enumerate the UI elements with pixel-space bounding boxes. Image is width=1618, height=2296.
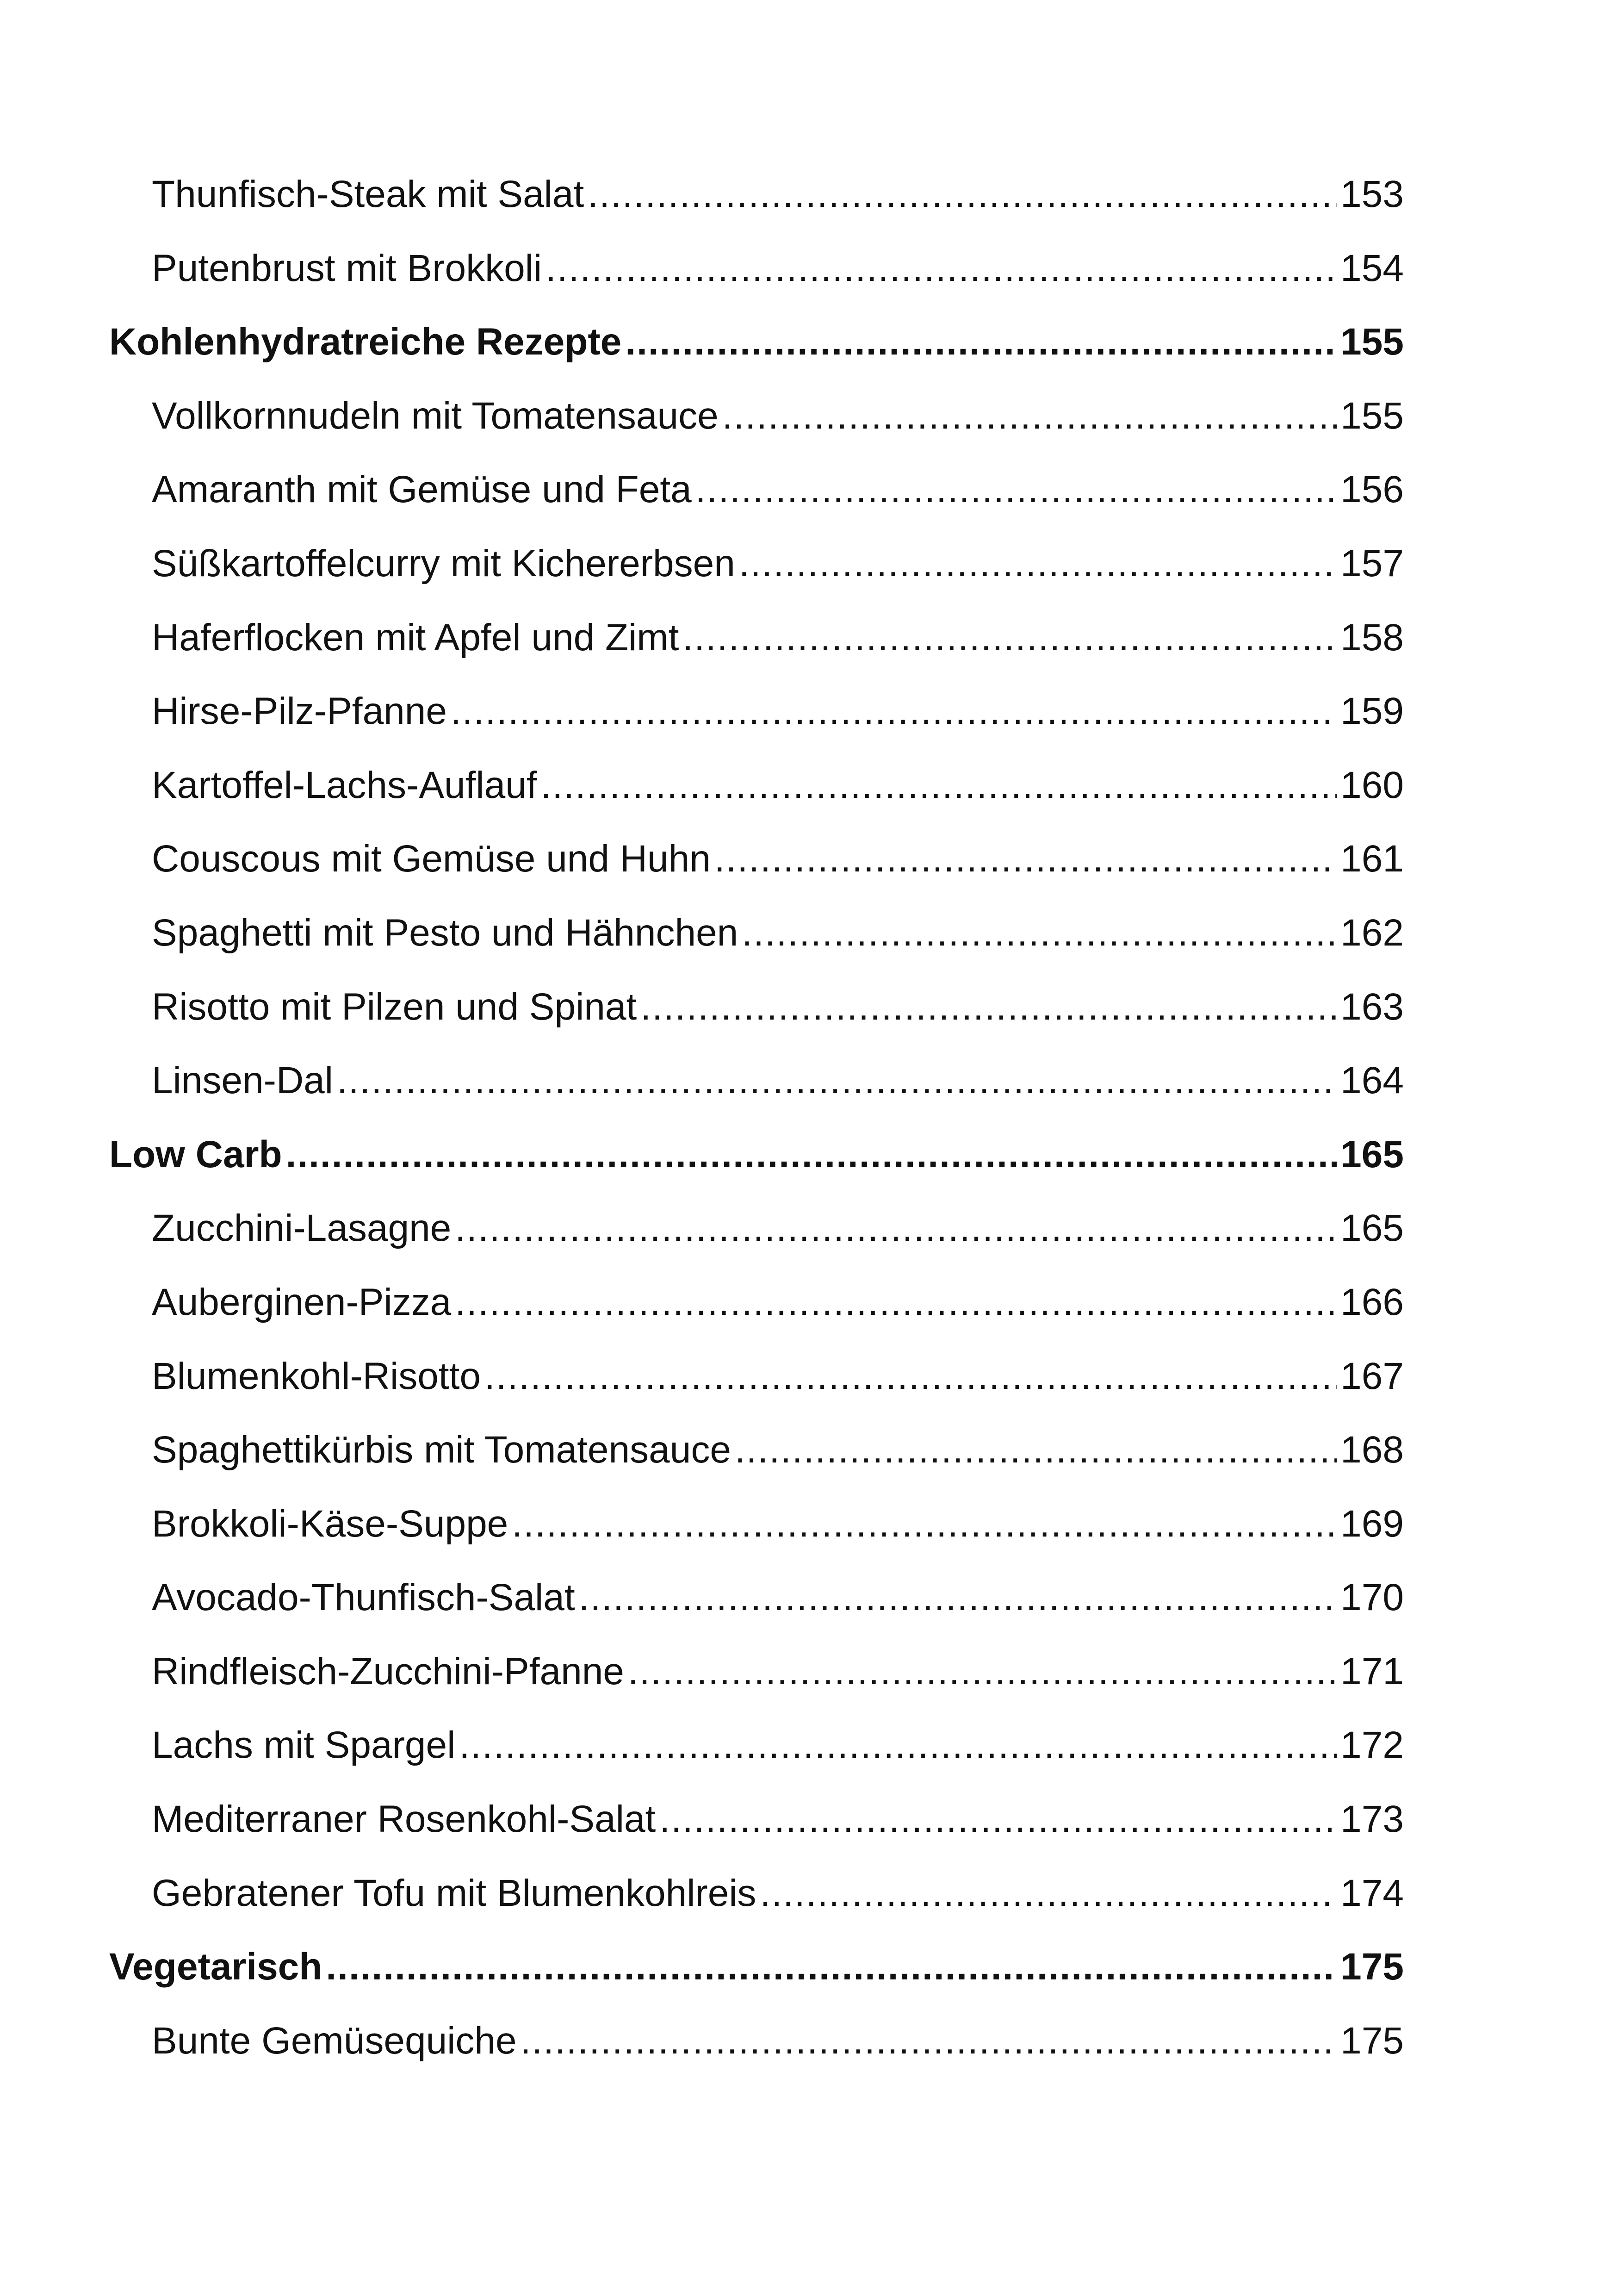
dot-leader bbox=[521, 2004, 1337, 2078]
toc-entry-page-number: 164 bbox=[1340, 1059, 1404, 1102]
toc-entry[interactable] bbox=[109, 157, 1404, 231]
toc-entry-title: Avocado-Thunfisch-Salat bbox=[152, 1576, 575, 1619]
dot-leader bbox=[739, 527, 1337, 601]
toc-entry-title: Rindfleisch-Zucchini-Pfanne bbox=[152, 1650, 624, 1692]
dot-leader bbox=[326, 1930, 1337, 2004]
toc-entry-page-number: 168 bbox=[1340, 1429, 1404, 1471]
table-of-contents bbox=[109, 157, 1404, 2078]
toc-entry-title: Bunte Gemüsequiche bbox=[152, 2019, 517, 2062]
dot-leader bbox=[722, 379, 1337, 453]
toc-entry-title: Spaghetti mit Pesto und Hähnchen bbox=[152, 911, 738, 954]
dot-leader bbox=[742, 896, 1337, 970]
dot-leader bbox=[640, 970, 1337, 1044]
toc-section-heading[interactable] bbox=[109, 1930, 1404, 2004]
toc-entry[interactable] bbox=[109, 674, 1404, 748]
toc-entry-page-number: 160 bbox=[1340, 764, 1404, 806]
toc-entry-title: Amaranth mit Gemüse und Feta bbox=[152, 468, 692, 511]
toc-entry-page-number: 172 bbox=[1340, 1724, 1404, 1767]
dot-leader bbox=[628, 1635, 1337, 1709]
toc-section-heading[interactable] bbox=[109, 1118, 1404, 1192]
toc-entry-title: Blumenkohl-Risotto bbox=[152, 1355, 481, 1397]
toc-entry[interactable] bbox=[109, 1413, 1404, 1487]
dot-leader bbox=[455, 1265, 1337, 1339]
toc-entry-title: Zucchini-Lasagne bbox=[152, 1207, 452, 1250]
toc-entry-title: Linsen-Dal bbox=[152, 1059, 333, 1102]
toc-section-title: Kohlenhydratreiche Rezepte bbox=[109, 321, 622, 363]
toc-entry-title: Spaghettikürbis mit Tomatensauce bbox=[152, 1429, 731, 1471]
toc-section-page-number: 155 bbox=[1340, 321, 1404, 363]
toc-entry-title: Hirse-Pilz-Pfanne bbox=[152, 690, 447, 733]
toc-section-title: Vegetarisch bbox=[109, 1946, 322, 1988]
toc-entry[interactable] bbox=[109, 1856, 1404, 1930]
toc-entry-title: Kartoffel-Lachs-Auflauf bbox=[152, 764, 537, 806]
dot-leader bbox=[579, 1561, 1337, 1635]
toc-entry-page-number: 173 bbox=[1340, 1798, 1404, 1841]
toc-entry[interactable] bbox=[109, 1044, 1404, 1118]
dot-leader bbox=[451, 674, 1337, 748]
toc-entry-page-number: 165 bbox=[1340, 1207, 1404, 1250]
toc-section-title: Low Carb bbox=[109, 1133, 282, 1176]
toc-entry[interactable] bbox=[109, 379, 1404, 453]
toc-entry-title: Mediterraner Rosenkohl-Salat bbox=[152, 1798, 656, 1841]
dot-leader bbox=[541, 748, 1337, 822]
toc-entry-page-number: 158 bbox=[1340, 616, 1404, 659]
toc-entry[interactable] bbox=[109, 601, 1404, 675]
toc-entry-title: Vollkornnudeln mit Tomatensauce bbox=[152, 394, 719, 437]
toc-entry-title: Brokkoli-Käse-Suppe bbox=[152, 1502, 508, 1545]
toc-entry-title: Lachs mit Spargel bbox=[152, 1724, 456, 1767]
dot-leader bbox=[682, 601, 1337, 675]
toc-entry-page-number: 161 bbox=[1340, 838, 1404, 880]
toc-entry[interactable] bbox=[109, 822, 1404, 896]
toc-entry-page-number: 162 bbox=[1340, 911, 1404, 954]
toc-entry[interactable] bbox=[109, 1708, 1404, 1782]
toc-entry[interactable] bbox=[109, 453, 1404, 527]
toc-entry-page-number: 169 bbox=[1340, 1502, 1404, 1545]
toc-entry-title: Couscous mit Gemüse und Huhn bbox=[152, 838, 711, 880]
toc-entry[interactable] bbox=[109, 1191, 1404, 1265]
toc-entry[interactable] bbox=[109, 896, 1404, 970]
toc-section-page-number: 175 bbox=[1340, 1946, 1404, 1988]
toc-entry[interactable] bbox=[109, 970, 1404, 1044]
dot-leader bbox=[512, 1487, 1337, 1561]
dot-leader bbox=[484, 1339, 1337, 1413]
toc-entry-page-number: 154 bbox=[1340, 247, 1404, 289]
toc-entry-page-number: 166 bbox=[1340, 1281, 1404, 1323]
dot-leader bbox=[714, 822, 1337, 896]
toc-entry-page-number: 155 bbox=[1340, 394, 1404, 437]
dot-leader bbox=[659, 1782, 1337, 1856]
toc-entry-page-number: 175 bbox=[1340, 2019, 1404, 2062]
dot-leader bbox=[735, 1413, 1337, 1487]
dot-leader bbox=[588, 157, 1337, 231]
toc-entry[interactable] bbox=[109, 1782, 1404, 1856]
toc-entry-title: Auberginen-Pizza bbox=[152, 1281, 452, 1323]
toc-entry[interactable] bbox=[109, 748, 1404, 822]
toc-entry[interactable] bbox=[109, 1635, 1404, 1709]
toc-entry-title: Gebratener Tofu mit Blumenkohlreis bbox=[152, 1872, 756, 1914]
dot-leader bbox=[286, 1118, 1337, 1192]
dot-leader bbox=[455, 1191, 1337, 1265]
dot-leader bbox=[695, 453, 1337, 527]
toc-entry[interactable] bbox=[109, 231, 1404, 305]
toc-entry-page-number: 153 bbox=[1340, 173, 1404, 215]
toc-entry[interactable] bbox=[109, 1487, 1404, 1561]
toc-entry-page-number: 170 bbox=[1340, 1576, 1404, 1619]
dot-leader bbox=[546, 231, 1337, 305]
dot-leader bbox=[337, 1044, 1337, 1118]
toc-entry-title: Putenbrust mit Brokkoli bbox=[152, 247, 542, 289]
toc-entry-page-number: 167 bbox=[1340, 1355, 1404, 1397]
toc-entry-title: Süßkartoffelcurry mit Kichererbsen bbox=[152, 542, 735, 585]
dot-leader bbox=[625, 305, 1337, 379]
toc-entry[interactable] bbox=[109, 1339, 1404, 1413]
toc-section-page-number: 165 bbox=[1340, 1133, 1404, 1176]
toc-entry[interactable] bbox=[109, 2004, 1404, 2078]
toc-entry[interactable] bbox=[109, 1265, 1404, 1339]
toc-entry[interactable] bbox=[109, 527, 1404, 601]
toc-entry-page-number: 159 bbox=[1340, 690, 1404, 733]
toc-section-heading[interactable] bbox=[109, 305, 1404, 379]
toc-entry-page-number: 157 bbox=[1340, 542, 1404, 585]
toc-entry-page-number: 163 bbox=[1340, 985, 1404, 1028]
toc-entry-title: Thunfisch-Steak mit Salat bbox=[152, 173, 584, 215]
dot-leader bbox=[760, 1856, 1337, 1930]
toc-entry-title: Haferflocken mit Apfel und Zimt bbox=[152, 616, 679, 659]
toc-entry-page-number: 171 bbox=[1340, 1650, 1404, 1692]
toc-entry-title: Risotto mit Pilzen und Spinat bbox=[152, 985, 637, 1028]
toc-entry[interactable] bbox=[109, 1561, 1404, 1635]
toc-entry-page-number: 156 bbox=[1340, 468, 1404, 511]
toc-entry-page-number: 174 bbox=[1340, 1872, 1404, 1914]
dot-leader bbox=[459, 1708, 1337, 1782]
